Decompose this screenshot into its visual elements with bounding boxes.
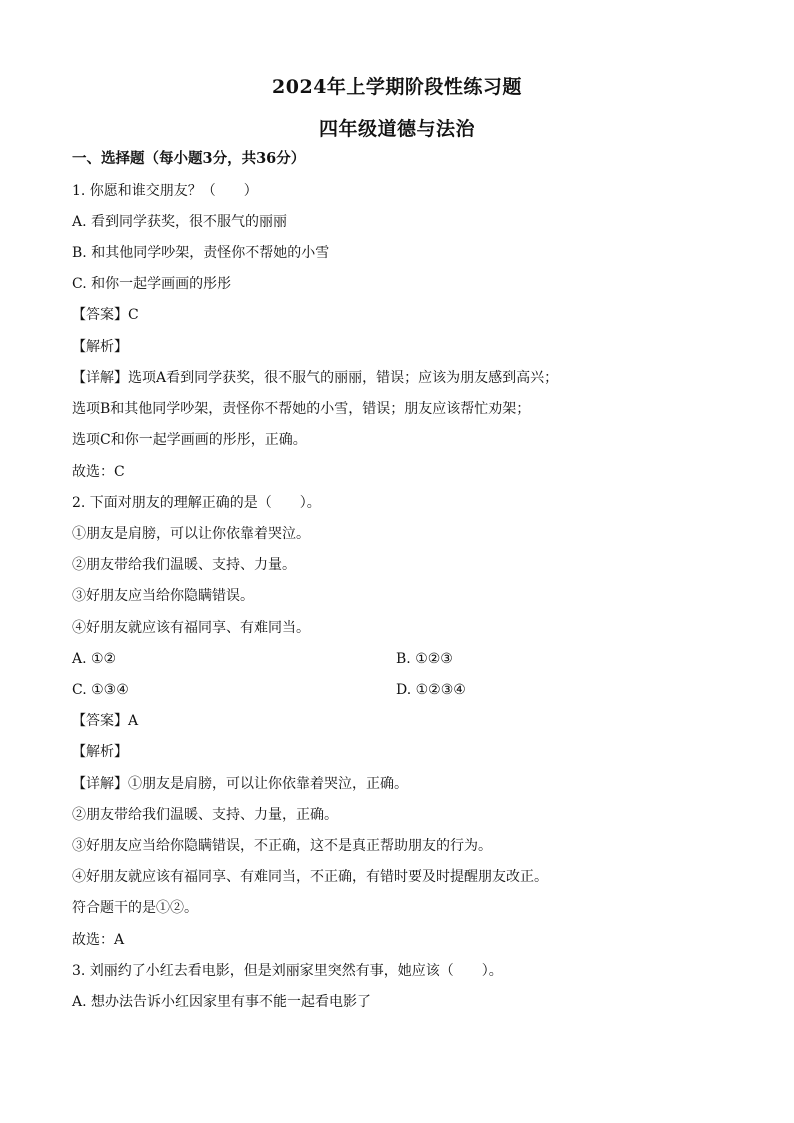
- q2-detail-line: 【详解】①朋友是肩膀，可以让你依靠着哭泣，正确。: [72, 776, 408, 792]
- exam-subtitle: 四年级道德与法治: [318, 118, 475, 140]
- q1-option-b: B. 和其他同学吵架，责怪你不帮她的小雪: [72, 245, 330, 261]
- q3-option-a: A. 想办法告诉小红因家里有事不能一起看电影了: [72, 994, 372, 1010]
- q2-option-b: B. ①②③: [396, 651, 453, 667]
- q2-statement: ④好朋友就应该有福同享、有难同当。: [72, 620, 310, 636]
- section-heading: 一、选择题（每小题3分，共36分）: [72, 150, 306, 167]
- q1-answer: 【答案】C: [72, 307, 139, 323]
- q2-detail-line: ②朋友带给我们温暖、支持、力量，正确。: [72, 807, 338, 823]
- q2-detail-line: ③好朋友应当给你隐瞒错误，不正确，这不是真正帮助朋友的行为。: [72, 838, 492, 854]
- q2-statement: ①朋友是肩膀，可以让你依靠着哭泣。: [72, 526, 310, 542]
- q1-stem: 1. 你愿和谁交朋友？（ ）: [72, 183, 258, 199]
- q2-statement: ③好朋友应当给你隐瞒错误。: [72, 588, 254, 604]
- q2-option-a: A. ①②: [72, 651, 117, 667]
- q1-detail-line: 选项C和你一起学画画的彤彤，正确。: [72, 432, 307, 448]
- q2-stem: 2. 下面对朋友的理解正确的是（ ）。: [72, 495, 321, 511]
- q2-analysis-label: 【解析】: [72, 744, 128, 760]
- q1-option-a: A. 看到同学获奖，很不服气的丽丽: [72, 214, 288, 230]
- q2-option-d: D. ①②③④: [396, 682, 466, 698]
- q1-analysis-label: 【解析】: [72, 339, 128, 355]
- q1-conclusion: 故选：C: [72, 464, 125, 480]
- q2-option-c: C. ①③④: [72, 682, 129, 698]
- q2-answer: 【答案】A: [72, 713, 139, 729]
- q2-conclusion: 故选：A: [72, 932, 125, 948]
- q2-detail-line: ④好朋友就应该有福同享、有难同当，不正确，有错时要及时提醒朋友改正。: [72, 869, 548, 885]
- q1-option-c: C. 和你一起学画画的彤彤: [72, 276, 232, 292]
- exam-title: 2024年上学期阶段性练习题: [272, 76, 522, 98]
- q2-statement: ②朋友带给我们温暖、支持、力量。: [72, 557, 296, 573]
- q1-detail-line: 【详解】选项A看到同学获奖，很不服气的丽丽，错误；应该为朋友感到高兴；: [72, 370, 559, 386]
- q3-stem: 3. 刘丽约了小红去看电影，但是刘丽家里突然有事，她应该（ ）。: [72, 963, 503, 979]
- q1-detail-line: 选项B和其他同学吵架，责怪你不帮她的小雪，错误；朋友应该帮忙劝架；: [72, 401, 531, 417]
- q2-detail-line: 符合题干的是①②。: [72, 900, 198, 916]
